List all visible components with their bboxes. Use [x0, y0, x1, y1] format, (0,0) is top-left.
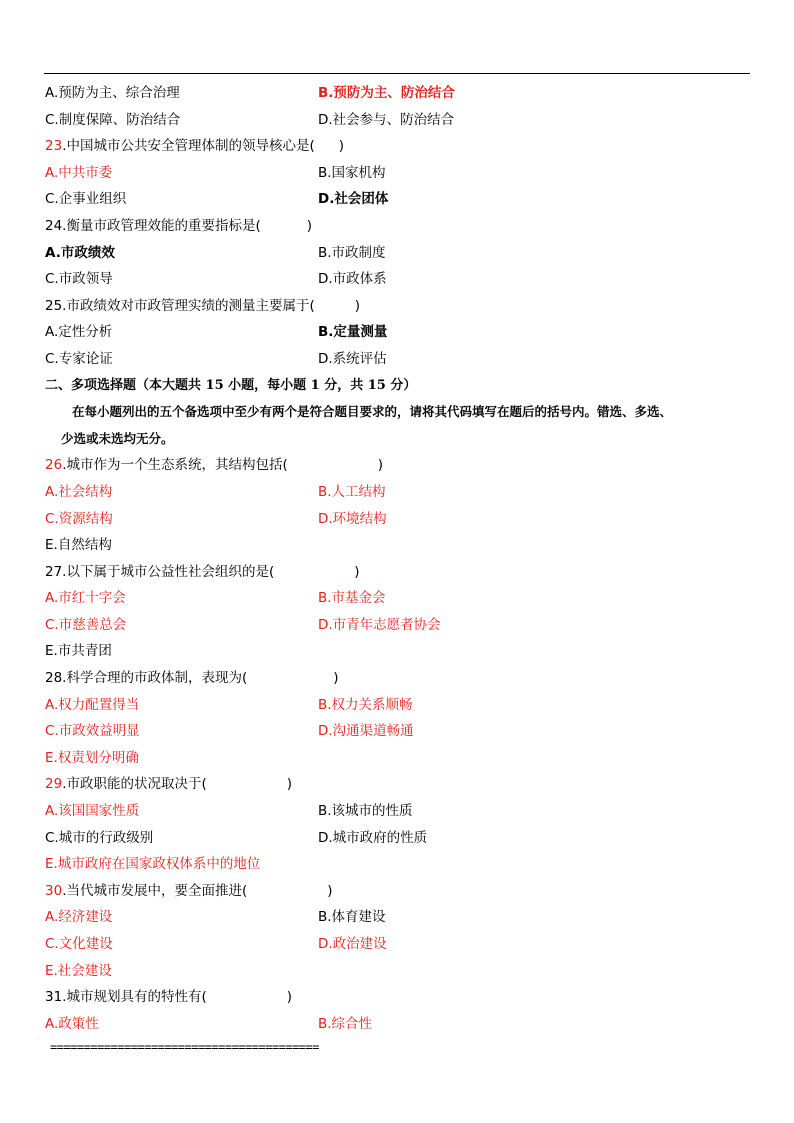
option-row — [45, 186, 750, 213]
option-e-answer: E.权责划分明确 — [45, 749, 139, 766]
question-text: .城市作为一个生态系统，其结构包括( — [62, 457, 288, 474]
option-b-answer: B.预防为主、防治结合 — [318, 85, 455, 101]
option-a-answer: A.该国国家性质 — [45, 803, 140, 820]
section-instructions: 在每小题列出的五个备选项中至少有两个是符合题目要求的，请将其代码填写在题后的括号内。错选、多选、 — [72, 404, 673, 420]
option-a-answer: A.经济建设 — [45, 909, 113, 926]
option-b-answer: B.综合性 — [318, 1015, 373, 1032]
paren-close: ) — [306, 217, 313, 234]
option-row — [45, 506, 750, 533]
option-c-answer: C.市政效益明显 — [45, 723, 140, 740]
paren-close: ) — [338, 138, 345, 155]
option-e: E.市共青团 — [45, 643, 112, 660]
option-e: E.自然结构 — [45, 537, 112, 554]
option-c: C.城市的行政级别 — [45, 829, 154, 846]
section-heading: 二、多项选择题（本大题共 15 小题，每小题 1 分，共 15 分） — [45, 377, 417, 393]
option-d: D.系统评估 — [318, 350, 387, 367]
question-number: 23 — [45, 138, 63, 155]
option-a-answer: A.政策性 — [45, 1015, 99, 1032]
option-row — [45, 931, 750, 958]
paren-close: ) — [377, 457, 384, 474]
question-25 — [45, 293, 750, 320]
question-23 — [45, 133, 750, 160]
option-row — [45, 1011, 750, 1038]
option-d-answer: D.沟通渠道畅通 — [318, 723, 414, 740]
option-a: A.预防为主、综合治理 — [45, 85, 180, 101]
paren-close: ) — [286, 776, 293, 793]
option-e-answer: E.社会建设 — [45, 962, 112, 979]
option-d: D.市政体系 — [318, 271, 387, 288]
option-c: C.企事业组织 — [45, 191, 127, 208]
option-c: C.专家论证 — [45, 350, 113, 367]
option-d: D.社会团体 — [318, 191, 389, 208]
option-b: B.定量测量 — [318, 324, 388, 341]
option-row — [45, 240, 750, 267]
question-text: .当代城市发展中，要全面推进( — [62, 882, 248, 899]
footer-separator: ======================================== — [50, 1040, 319, 1054]
question-text: .市政职能的状况取决于( — [62, 776, 207, 793]
option-row — [45, 958, 750, 985]
option-b-answer: B.人工结构 — [318, 483, 386, 500]
option-c-answer: C.文化建设 — [45, 936, 113, 952]
paren-close: ) — [354, 297, 361, 314]
option-row — [45, 479, 750, 506]
option-row — [45, 80, 750, 107]
option-c: C.市政领导 — [45, 271, 113, 288]
option-b: B.体育建设 — [318, 909, 386, 926]
question-24 — [45, 213, 750, 240]
question-26 — [45, 452, 750, 479]
paren-close: ) — [286, 989, 293, 1006]
option-row — [45, 692, 750, 719]
option-row — [45, 532, 750, 559]
option-a-answer: A.权力配置得当 — [45, 696, 140, 713]
option-row — [45, 638, 750, 665]
option-row — [45, 798, 750, 825]
option-a: A.市政绩效 — [45, 244, 115, 261]
question-30 — [45, 878, 750, 905]
question-29 — [45, 771, 750, 798]
option-a-answer: A.中共市委 — [45, 164, 113, 181]
option-row — [45, 160, 750, 187]
question-number: 26 — [45, 457, 63, 474]
option-d: D.社会参与、防治结合 — [318, 111, 455, 128]
option-c: C.制度保障、防治结合 — [45, 111, 181, 128]
option-b: B.国家机构 — [318, 164, 386, 181]
option-a-answer: A.社会结构 — [45, 483, 113, 500]
option-row — [45, 904, 750, 931]
question-text: 27.以下属于城市公益性社会组织的是( — [45, 563, 275, 580]
option-a: A.定性分析 — [45, 324, 113, 341]
paren-close: ) — [333, 670, 339, 687]
option-row — [45, 585, 750, 612]
question-text: 31.城市规划具有的特性有( — [45, 989, 207, 1006]
top-rule — [44, 73, 750, 74]
paren-close: ) — [327, 882, 333, 899]
option-c-answer: C.市慈善总会 — [45, 616, 127, 633]
option-a-answer: A.市红十字会 — [45, 590, 126, 607]
option-b-answer: B.权力关系顺畅 — [318, 696, 413, 713]
option-row — [45, 107, 750, 134]
option-row — [45, 851, 750, 878]
question-31 — [45, 984, 750, 1011]
question-text: 28.科学合理的市政体制，表现为( — [45, 670, 248, 687]
question-text: 25.市政绩效对市政管理实绩的测量主要属于( — [45, 297, 315, 314]
option-d: D.城市政府的性质 — [318, 829, 428, 846]
question-text: 24.衡量市政管理效能的重要指标是( — [45, 217, 261, 234]
option-row — [45, 612, 750, 639]
option-c-answer: C.资源结构 — [45, 510, 113, 527]
option-row — [45, 266, 750, 293]
question-number: 29 — [45, 776, 63, 793]
question-text: .中国城市公共安全管理体制的领导核心是( — [62, 138, 315, 155]
option-d-answer: D.政治建设 — [318, 936, 387, 952]
document-body — [45, 80, 750, 1037]
option-d-answer: D.环境结构 — [318, 510, 387, 527]
option-row — [45, 346, 750, 373]
option-d-answer: D.市青年志愿者协会 — [318, 616, 441, 633]
option-e-answer: E.城市政府在国家政权体系中的地位 — [45, 856, 261, 873]
option-b: B.该城市的性质 — [318, 803, 413, 820]
question-number: 30 — [45, 882, 63, 899]
option-row — [45, 825, 750, 852]
question-28 — [45, 665, 750, 692]
option-b: B.市政制度 — [318, 244, 386, 261]
option-b-answer: B.市基金会 — [318, 590, 386, 607]
section-instructions-cont: 少选或未选均无分。 — [61, 430, 174, 446]
question-27 — [45, 559, 750, 586]
option-row — [45, 718, 750, 745]
option-row — [45, 745, 750, 772]
option-row — [45, 319, 750, 346]
paren-close: ) — [354, 563, 360, 580]
